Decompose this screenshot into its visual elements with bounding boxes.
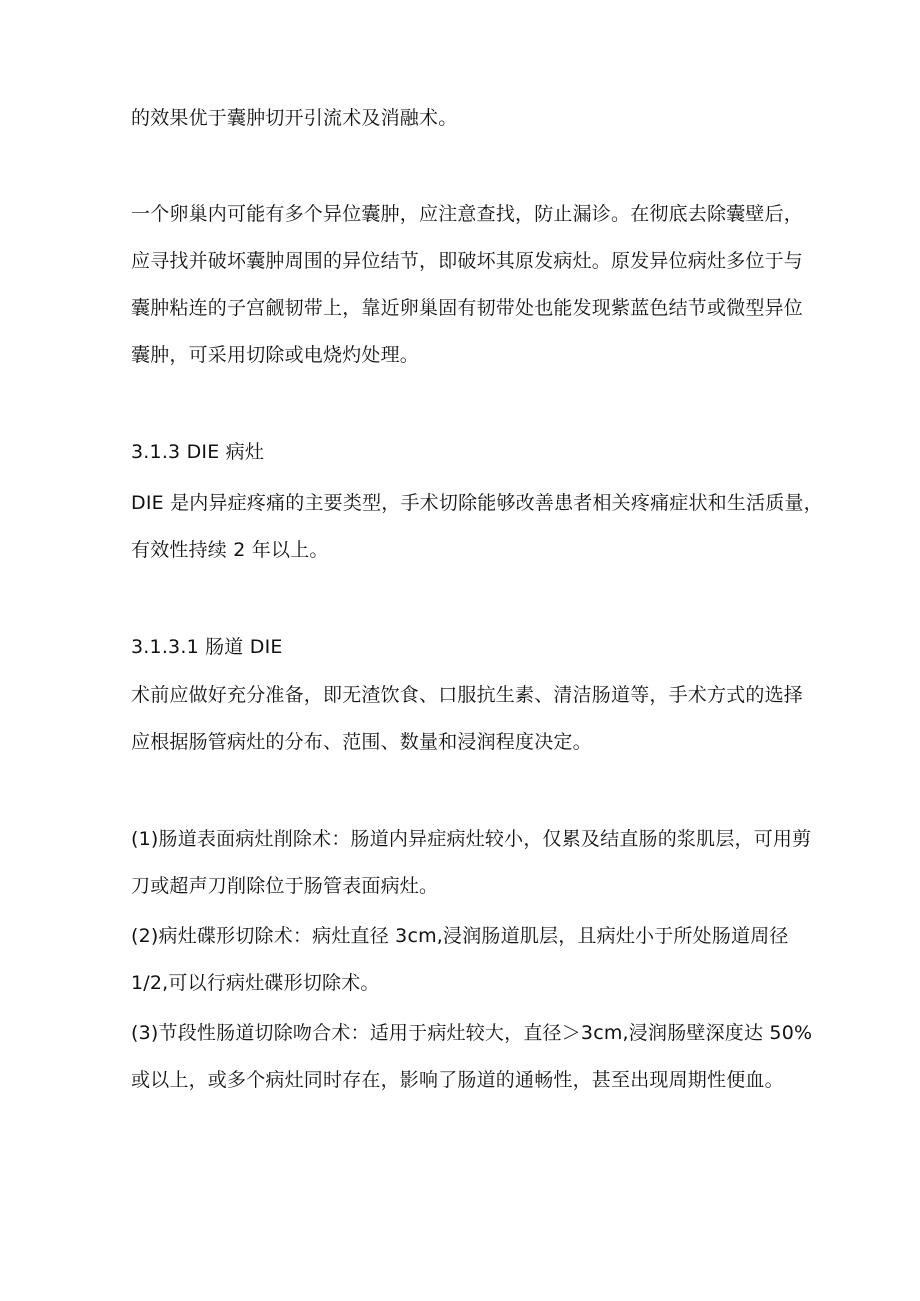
list-item-line: (3)节段性肠道切除吻合术：适用于病灶较大，直径＞3cm,浸润肠壁深度达 50% xyxy=(131,1022,813,1044)
section-heading: 3.1.3 DIE 病灶 xyxy=(131,441,265,463)
paragraph-line: 有效性持续 2 年以上。 xyxy=(131,539,329,561)
paragraph-line: 囊肿粘连的子宫觎韧带上，靠近卵巢固有韧带处也能发现紫蓝色结节或微型异位 xyxy=(131,297,804,319)
paragraph-line: 的效果优于囊肿切开引流术及消融术。 xyxy=(131,107,458,129)
paragraph-line: 应寻找并破坏囊肿周围的异位结节，即破坏其原发病灶。原发异位病灶多位于与 xyxy=(131,250,804,272)
list-item-line: 或以上，或多个病灶同时存在，影响了肠道的通畅性，甚至出现周期性便血。 xyxy=(131,1069,784,1091)
list-item-line: (2)病灶碟形切除术：病灶直径 3cm,浸润肠道肌层，且病灶小于所处肠道周径 xyxy=(131,925,789,947)
paragraph-line: 应根据肠管病灶的分布、范围、数量和浸润程度决定。 xyxy=(131,731,592,753)
paragraph-line: 一个卵巢内可能有多个异位囊肿，应注意查找，防止漏诊。在彻底去除囊壁后， xyxy=(131,203,804,225)
list-item-line: 1/2,可以行病灶碟形切除术。 xyxy=(131,972,380,994)
paragraph-line: 囊肿，可采用切除或电烧灼处理。 xyxy=(131,344,420,366)
subsection-heading: 3.1.3.1 肠道 DIE xyxy=(131,636,283,658)
list-item-line: 刀或超声刀削除位于肠管表面病灶。 xyxy=(131,875,439,897)
paragraph-line: 术前应做好充分准备，即无渣饮食、口服抗生素、清洁肠道等，手术方式的选择 xyxy=(131,684,804,706)
list-item-line: (1)肠道表面病灶削除术：肠道内异症病灶较小，仅累及结直肠的浆肌层，可用剪 xyxy=(131,828,812,850)
paragraph-line: DIE 是内异症疼痛的主要类型，手术切除能够改善患者相关疼痛症状和生活质量， xyxy=(131,492,823,514)
